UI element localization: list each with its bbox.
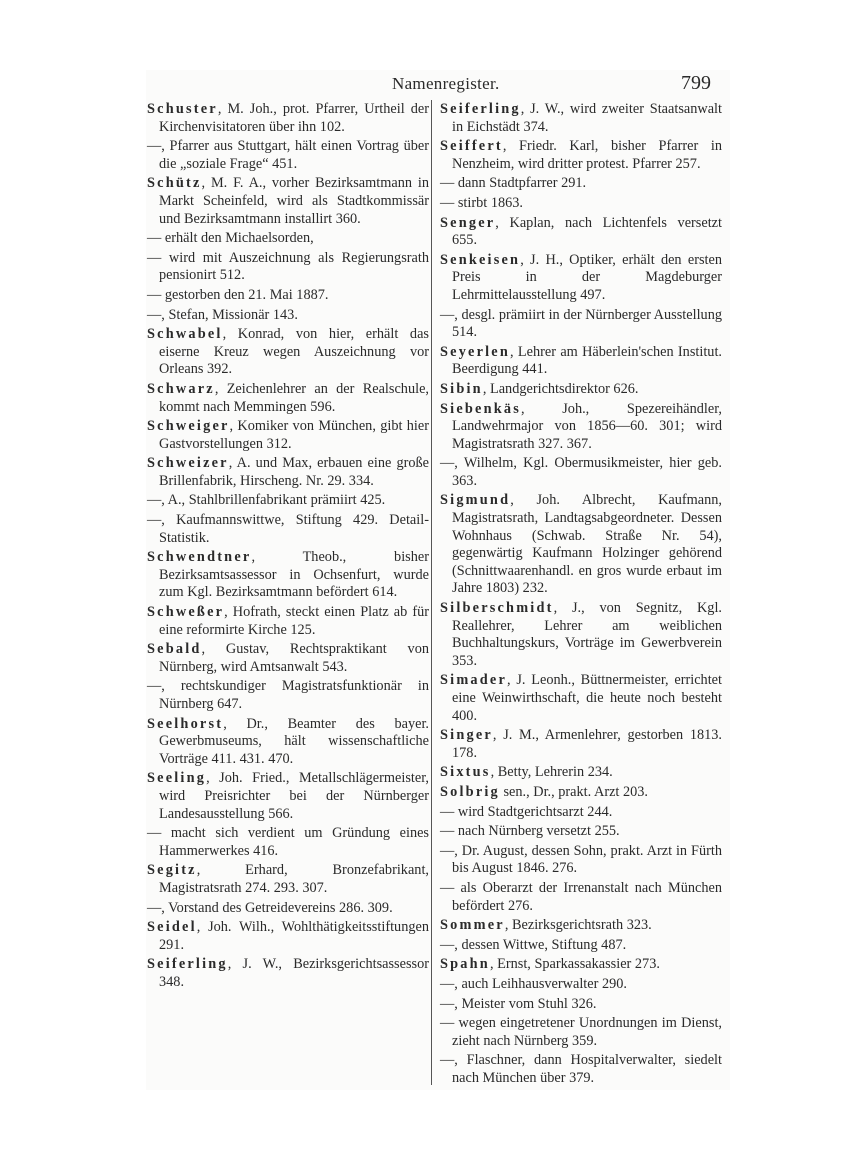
running-header-title: Namenregister. bbox=[392, 74, 500, 93]
index-entry bbox=[147, 418, 429, 453]
index-entry bbox=[147, 381, 429, 416]
entry-text: , Kaplan, nach Lichtenfels versetzt 655. bbox=[452, 214, 722, 249]
entry-text: , Konrad, von hier, erhält das eiserne Kreuz wegen Auszeichnung vor Orleans 392. bbox=[159, 326, 429, 378]
entry-text: , Joh. Albrecht, Kaufmann, Magistratsrath, Landtagsabgeordneter. Dessen Wohnhaus (Schwab. Straße Nr. 54), gegenwärtig Kaufmann Holzinger gehörend (Schnittwaarenhandl. en gros wurde erbaut im Jahre 1803) 232. bbox=[452, 492, 722, 597]
entry-text: , Lehrer am Häberlein'schen Institut. Beerdigung 441. bbox=[452, 343, 722, 378]
entry-name: Senger bbox=[440, 214, 496, 231]
index-entry bbox=[147, 175, 429, 228]
entry-name: Sigmund bbox=[440, 492, 511, 509]
index-entry bbox=[440, 843, 722, 878]
index-entry bbox=[147, 101, 429, 136]
index-entry bbox=[440, 1052, 722, 1087]
entry-text: , Joh., Spezereihändler, Landwehrmajor von 1856—60. 301; wird Magistratsrath 327. 367. bbox=[452, 400, 722, 452]
index-entry bbox=[440, 976, 722, 994]
entry-text: — wird Stadtgerichtsarzt 244. bbox=[440, 803, 613, 820]
entry-text: — als Oberarzt der Irrenanstalt nach München befördert 276. bbox=[440, 879, 722, 914]
entry-text: , Gustav, Rechtspraktikant von Nürnberg, wird Amtsanwalt 543. bbox=[159, 641, 429, 675]
entry-name: Schweizer bbox=[147, 455, 229, 472]
column-divider bbox=[431, 100, 432, 1085]
entry-name: Schwendtner bbox=[147, 549, 252, 566]
entry-name: Seiferling bbox=[440, 101, 521, 117]
entry-text: —, desgl. prämiirt in der Nürnberger Ausstellung 514. bbox=[440, 306, 722, 341]
entry-name: Siebenkäs bbox=[440, 400, 521, 417]
entry-text: sen., Dr., prakt. Arzt 203. bbox=[499, 783, 648, 800]
entry-name: Sibin bbox=[440, 380, 483, 397]
entry-text: —, rechtskundiger Magistratsfunktionär in Nürnberg 647. bbox=[147, 678, 429, 712]
index-entry bbox=[147, 919, 429, 954]
index-entry bbox=[147, 455, 429, 490]
index-entry bbox=[440, 956, 722, 974]
index-entry bbox=[440, 672, 722, 725]
entry-text: — nach Nürnberg versetzt 255. bbox=[440, 823, 620, 840]
index-entry bbox=[440, 215, 722, 250]
entry-text: — wird mit Auszeichnung als Regierungsrath pensionirt 512. bbox=[147, 249, 429, 284]
entry-text: —, Pfarrer aus Stuttgart, hält einen Vortrag über die „soziale Frage“ 451. bbox=[147, 138, 429, 172]
entry-text: , Bezirksgerichtsrath 323. bbox=[504, 917, 652, 934]
index-entry bbox=[147, 956, 429, 991]
entry-name: Seyerlen bbox=[440, 343, 511, 360]
entry-text: — erhält den Michaelsorden, bbox=[147, 230, 314, 247]
entry-text: — stirbt 1863. bbox=[440, 194, 524, 211]
entry-text: , Theob., bisher Bezirksamtsassessor in Ochsenfurt, wurde zum Kgl. Bezirksamtmann befördert 614. bbox=[159, 549, 429, 601]
entry-text: —, Meister vom Stuhl 326. bbox=[440, 995, 597, 1012]
entry-name: Solbrig bbox=[440, 783, 500, 800]
entry-name: Seiffert bbox=[440, 138, 503, 155]
entry-text: , Landgerichtsdirektor 626. bbox=[482, 380, 639, 397]
index-entry bbox=[147, 138, 429, 173]
index-entry bbox=[440, 175, 722, 193]
entry-text: —, A., Stahlbrillenfabrikant prämiirt 425. bbox=[147, 492, 386, 509]
index-entry bbox=[440, 492, 722, 598]
index-entry bbox=[147, 512, 429, 547]
index-entry bbox=[440, 937, 722, 955]
entry-name: Sixtus bbox=[440, 764, 491, 781]
index-entry bbox=[147, 770, 429, 823]
index-entry bbox=[147, 492, 429, 510]
page-number: 799 bbox=[681, 72, 711, 94]
entry-name: Seelhorst bbox=[147, 715, 224, 732]
entry-text: —, Wilhelm, Kgl. Obermusikmeister, hier geb. 363. bbox=[440, 455, 722, 489]
index-entry bbox=[147, 287, 429, 305]
entry-name: Segitz bbox=[147, 862, 197, 879]
entry-text: , Dr., Beamter des bayer. Gewerbmuseums, hält wissenschaftliche Vorträge 411. 431. 470. bbox=[159, 715, 429, 767]
entry-text: , Betty, Lehrerin 234. bbox=[490, 764, 613, 781]
entry-name: Schweßer bbox=[147, 604, 225, 621]
entry-text: — gestorben den 21. Mai 1887. bbox=[147, 286, 329, 303]
entry-text: , M. F. A., vorher Bezirksamtmann in Markt Scheinfeld, wird als Stadtkommissär und Bezirksamtmann installirt 360. bbox=[159, 175, 429, 227]
entry-text: , M. Joh., prot. Pfarrer, Urtheil der Kirchenvisitatoren über ihn 102. bbox=[159, 101, 429, 135]
index-entry bbox=[440, 1015, 722, 1050]
index-entry bbox=[440, 381, 722, 399]
entry-name: Schütz bbox=[147, 175, 202, 192]
entry-text: , J., von Segnitz, Kgl. Reallehrer, Lehrer am weiblichen Buchhaltungskurs, Vorträge im Gewerbverein 353. bbox=[452, 600, 722, 669]
entry-text: , Hofrath, steckt einen Platz ab für eine reformirte Kirche 125. bbox=[159, 604, 429, 638]
entry-text: , Erhard, Bronzefabrikant, Magistratsrath 274. 293. 307. bbox=[159, 862, 429, 896]
index-entry bbox=[440, 823, 722, 841]
entry-name: Seiferling bbox=[147, 956, 228, 973]
entry-name: Silberschmidt bbox=[440, 600, 554, 617]
index-entry bbox=[440, 307, 722, 342]
index-entry bbox=[440, 455, 722, 490]
entry-text: —, dessen Wittwe, Stiftung 487. bbox=[440, 936, 627, 953]
index-entry bbox=[147, 900, 429, 918]
entry-text: , J. H., Optiker, erhält den ersten Preis in der Magdeburger Lehrmittelausstellung 497. bbox=[452, 251, 722, 303]
entry-name: Seidel bbox=[147, 919, 197, 936]
entry-text: —, Dr. August, dessen Sohn, prakt. Arzt in Fürth bis August 1846. 276. bbox=[440, 842, 722, 877]
entry-text: , Friedr. Karl, bisher Pfarrer in Nenzheim, wird dritter protest. Pfarrer 257. bbox=[452, 138, 722, 172]
entry-name: Schuster bbox=[147, 101, 218, 117]
entry-text: —, Vorstand des Getreidevereins 286. 309. bbox=[147, 899, 393, 916]
entry-text: , J. W., Bezirksgerichtsassessor 348. bbox=[159, 956, 429, 990]
index-entry bbox=[440, 138, 722, 173]
entry-name: Schwabel bbox=[147, 326, 223, 343]
entry-text: — wegen eingetretener Unordnungen im Dienst, zieht nach Nürnberg 359. bbox=[440, 1015, 722, 1049]
entry-name: Sommer bbox=[440, 917, 505, 934]
index-entry bbox=[147, 326, 429, 379]
entry-text: — macht sich verdient um Gründung eines Hammerwerkes 416. bbox=[147, 825, 429, 859]
entry-text: — dann Stadtpfarrer 291. bbox=[440, 175, 587, 192]
index-entry bbox=[440, 401, 722, 454]
index-entry bbox=[147, 307, 429, 325]
index-entry bbox=[440, 917, 722, 935]
entry-text: , J. M., Armenlehrer, gestorben 1813. 178. bbox=[452, 727, 722, 761]
index-entry bbox=[440, 996, 722, 1014]
entry-text: —, Stefan, Missionär 143. bbox=[147, 306, 298, 323]
entry-name: Simader bbox=[440, 672, 508, 689]
index-entry bbox=[440, 195, 722, 213]
index-entry bbox=[147, 678, 429, 713]
right-column bbox=[440, 101, 722, 1089]
index-entry bbox=[147, 641, 429, 676]
index-entry bbox=[440, 600, 722, 670]
index-entry bbox=[147, 549, 429, 602]
index-entry bbox=[147, 250, 429, 285]
entry-name: Schweiger bbox=[147, 418, 230, 435]
index-entry bbox=[440, 804, 722, 822]
index-entry bbox=[440, 784, 722, 802]
entry-text: —, Flaschner, dann Hospitalverwalter, siedelt nach München über 379. bbox=[440, 1052, 722, 1086]
index-entry bbox=[440, 764, 722, 782]
entry-name: Senkeisen bbox=[440, 251, 521, 268]
entry-text: —, Kaufmannswittwe, Stiftung 429. Detail-Statistik. bbox=[147, 512, 429, 546]
entry-text: , J. W., wird zweiter Staatsanwalt in Eichstädt 374. bbox=[452, 101, 722, 135]
index-entry bbox=[147, 825, 429, 860]
index-entry bbox=[440, 344, 722, 379]
entry-name: Seeling bbox=[147, 770, 207, 787]
entry-text: , Komiker von München, gibt hier Gastvorstellungen 312. bbox=[159, 418, 429, 452]
index-entry bbox=[440, 252, 722, 305]
index-entry bbox=[440, 880, 722, 915]
entry-name: Singer bbox=[440, 727, 493, 744]
index-entry bbox=[147, 604, 429, 639]
index-entry bbox=[147, 716, 429, 769]
entry-text: , Joh. Wilh., Wohlthätigkeitsstiftungen 291. bbox=[159, 919, 429, 953]
entry-name: Schwarz bbox=[147, 380, 215, 397]
entry-text: , Ernst, Sparkassakassier 273. bbox=[489, 956, 660, 973]
entry-name: Sebald bbox=[147, 641, 202, 658]
index-entry bbox=[147, 230, 429, 248]
entry-text: , Zeichenlehrer an der Realschule, kommt nach Memmingen 596. bbox=[159, 380, 429, 415]
index-entry bbox=[440, 101, 722, 136]
left-column bbox=[147, 101, 429, 994]
entry-text: , J. Leonh., Büttnermeister, errichtet eine Weinwirthschaft, die heute noch besteht 400. bbox=[452, 672, 722, 724]
index-entry bbox=[440, 727, 722, 762]
entry-text: —, auch Leihhausverwalter 290. bbox=[440, 975, 627, 992]
entry-text: , A. und Max, erbauen eine große Brillenfabrik, Hirscheng. Nr. 29. 334. bbox=[159, 455, 429, 489]
entry-name: Spahn bbox=[440, 956, 490, 973]
index-entry bbox=[147, 862, 429, 897]
entry-text: , Joh. Fried., Metallschlägermeister, wird Preisrichter bei der Nürnberger Landesausstellung 566. bbox=[159, 770, 429, 822]
